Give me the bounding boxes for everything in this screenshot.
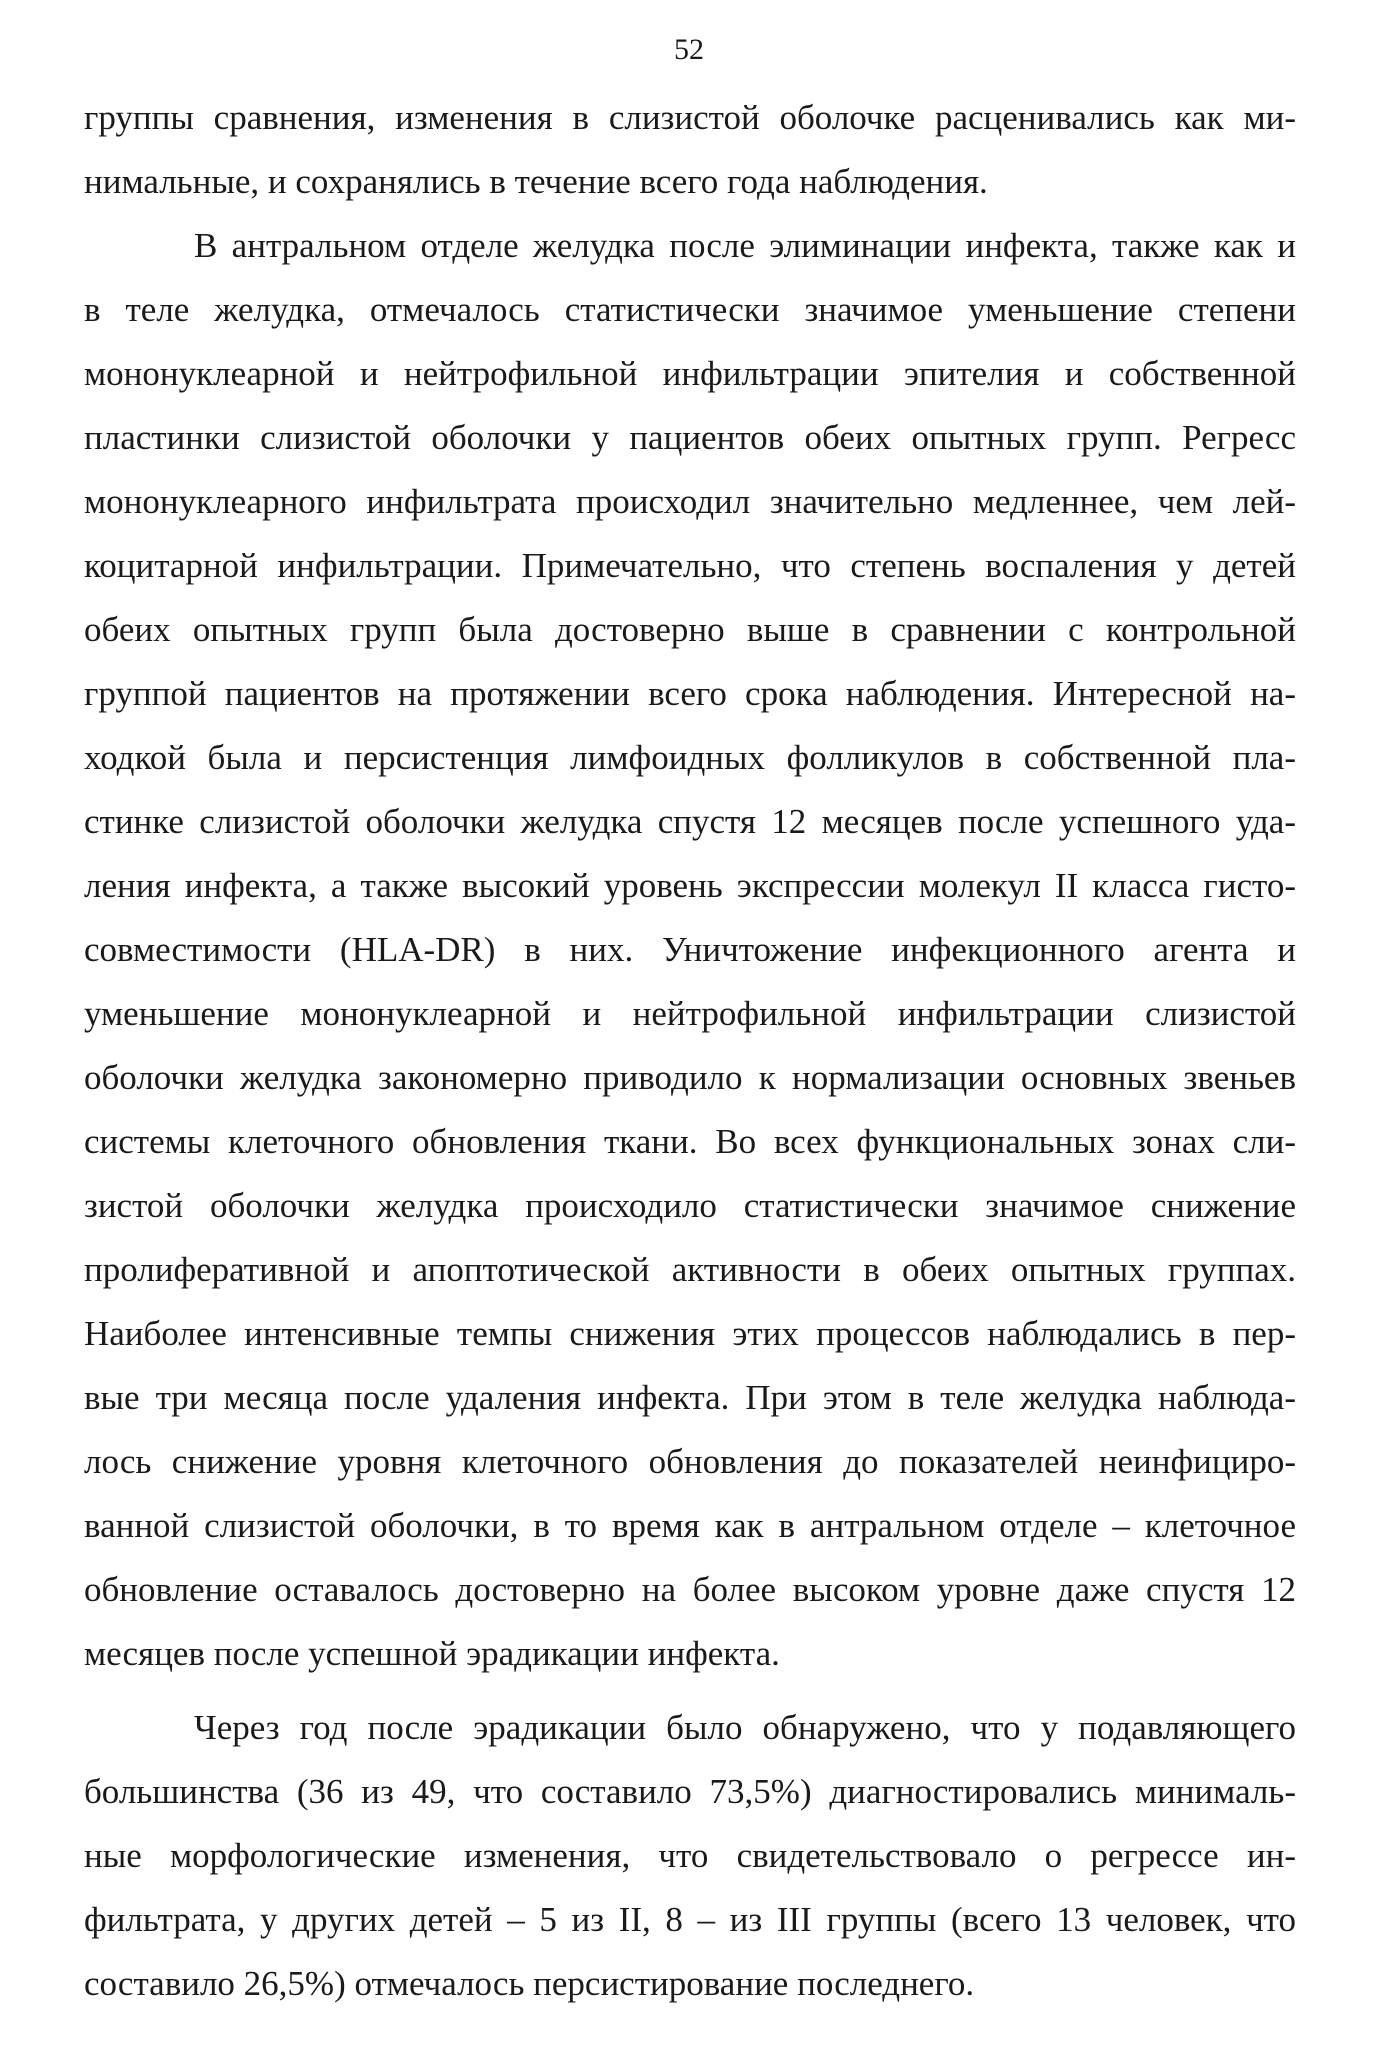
text-line: ванной слизистой оболочки, в то время как в антральном отделе – клеточное (84, 1506, 1296, 1545)
paragraph-3 (84, 1696, 1296, 2016)
text-line: системы клеточного обновления ткани. Во всех функциональных зонах сли- (84, 1122, 1296, 1161)
text-line: коцитарной инфильтрации. Примечательно, что степень воспаления у детей (84, 546, 1296, 585)
text-line: лось снижение уровня клеточного обновления до показателей неинфициро- (84, 1442, 1296, 1481)
paragraph-2 (84, 214, 1296, 1686)
text-line: вые три месяца после удаления инфекта. При этом в теле желудка наблюда- (84, 1378, 1296, 1417)
text-line: совместимости (HLA-DR) в них. Уничтожение инфекционного агента и (84, 930, 1296, 969)
text-line: обеих опытных групп была достоверно выше в сравнении с контрольной (84, 610, 1296, 649)
text-line: группы сравнения, изменения в слизистой оболочке расценивались как ми- (84, 98, 1296, 137)
text-line: зистой оболочки желудка происходило статистически значимое снижение (84, 1186, 1296, 1225)
text-line: пластинки слизистой оболочки у пациентов обеих опытных групп. Регресс (84, 418, 1296, 457)
text-line: пролиферативной и апоптотической активности в обеих опытных группах. (84, 1250, 1296, 1289)
text-line: ходкой была и персистенция лимфоидных фолликулов в собственной пла- (84, 738, 1296, 777)
text-line: оболочки желудка закономерно приводило к нормализации основных звеньев (84, 1058, 1296, 1097)
text-body (84, 86, 1296, 2016)
text-line: ные морфологические изменения, что свидетельствовало о регрессе ин- (84, 1836, 1296, 1875)
text-line: составило 26,5%) отмечалось персистирование последнего. (84, 1964, 975, 2003)
text-line: мононуклеарного инфильтрата происходил значительно медленнее, чем лей- (84, 482, 1296, 521)
text-line: Через год после эрадикации было обнаружено, что у подавляющего (194, 1708, 1296, 1747)
text-line: мононуклеарной и нейтрофильной инфильтрации эпителия и собственной (84, 354, 1296, 393)
text-line: фильтрата, у других детей – 5 из II, 8 – из III группы (всего 13 человек, что (84, 1900, 1296, 1939)
text-line: группой пациентов на протяжении всего срока наблюдения. Интересной на- (84, 674, 1296, 713)
text-line: В антральном отделе желудка после элиминации инфекта, также как и (194, 226, 1296, 265)
text-line: в теле желудка, отмечалось статистически значимое уменьшение степени (84, 290, 1296, 329)
text-line: большинства (36 из 49, что составило 73,5%) диагностировались минималь- (84, 1772, 1296, 1811)
text-line: месяцев после успешной эрадикации инфекта. (84, 1634, 780, 1673)
text-line: нимальные, и сохранялись в течение всего года наблюдения. (84, 162, 988, 201)
paragraph-1 (84, 86, 1296, 214)
text-line: ления инфекта, а также высокий уровень экспрессии молекул II класса гисто- (84, 866, 1296, 905)
page-number: 52 (674, 33, 704, 66)
text-line: Наиболее интенсивные темпы снижения этих процессов наблюдались в пер- (84, 1314, 1296, 1353)
text-line: уменьшение мононуклеарной и нейтрофильной инфильтрации слизистой (84, 994, 1296, 1033)
text-line: обновление оставалось достоверно на более высоком уровне даже спустя 12 (84, 1570, 1296, 1609)
paragraph-gap (84, 1686, 1296, 1696)
text-line: стинке слизистой оболочки желудка спустя 12 месяцев после успешного уда- (84, 802, 1296, 841)
